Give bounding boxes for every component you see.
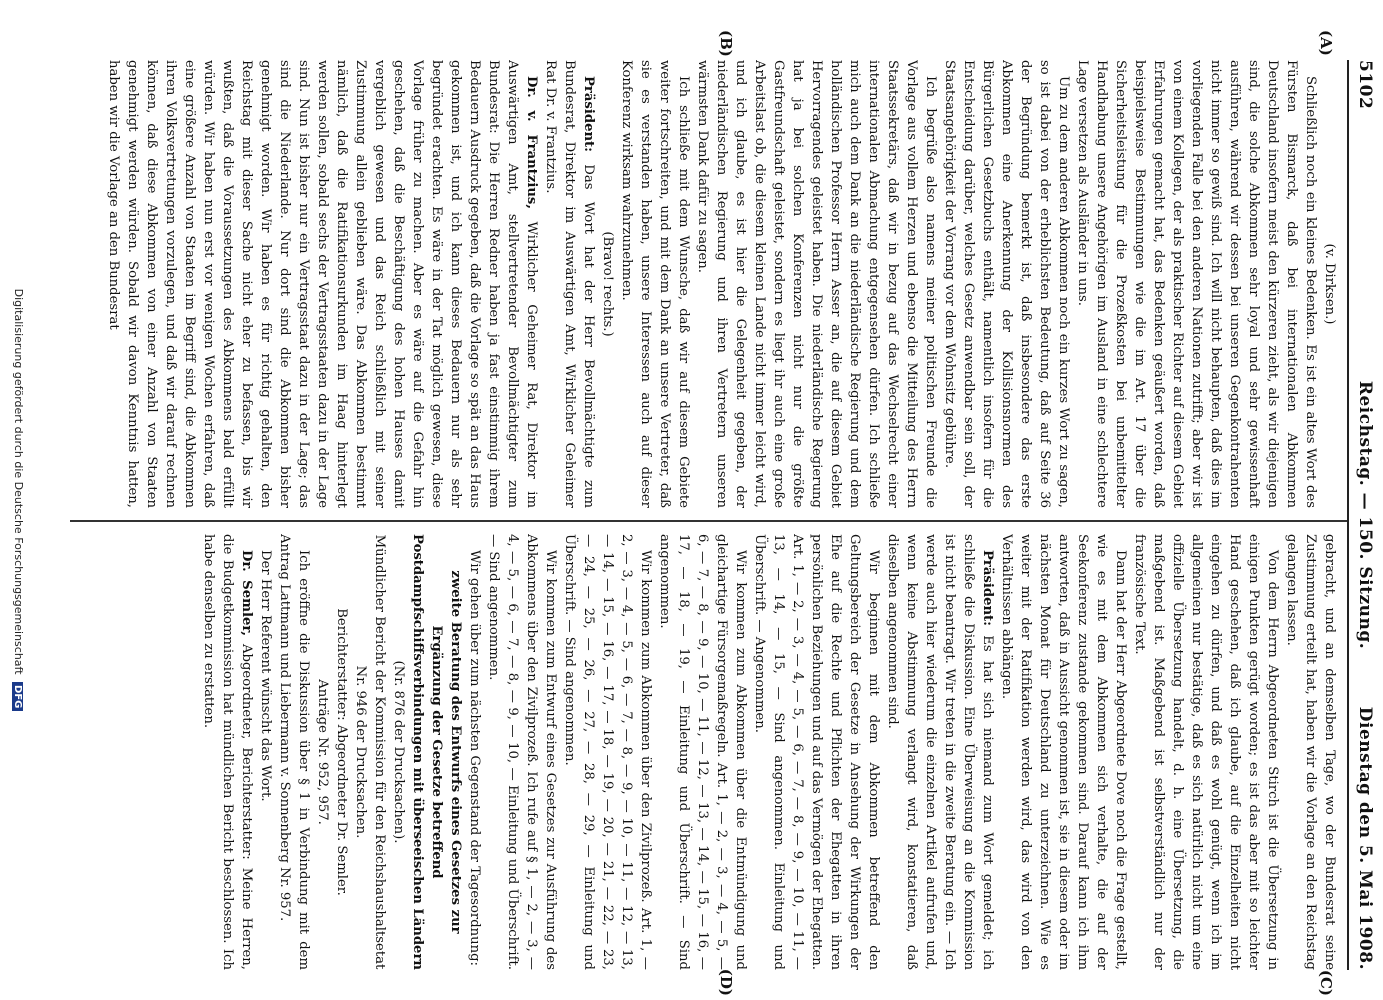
paragraph-text: Es hat sich niemand zum Wort gemeldet; ich schließe die Diskussion. Eine Überweisung an die Kommission ist nicht beantragt. Wir treten in die zweite Beratung ein. — Ich werde auch hier wiederum die einzelnen Artikel aufrufen und, wenn keine Abstimmung verlangt wird, konstatieren, daß dieselben angenommen sind. [885,534,995,970]
paragraph [465,534,484,970]
paragraph [541,60,598,508]
paragraph [256,534,275,970]
paragraph [560,534,655,970]
paragraph-text: Ich eröffne die Diskussion über § 1 in Verbindung mit dem Antrag Lattmann und Liebermann v. Sonnenberg Nr. 957. [277,534,311,970]
right-column [70,534,1339,970]
paragraph-text: Ich schließe mit dem Wunsche, daß wir auf diesem Gebiete weiter fortschreiten, und mit dem Dank an unsere Vertreter, daß sie es verstanden haben, unsere Interessen auch auf dieser Konferenz wirksam wahrzunehmen. [619,60,691,508]
paragraph [275,534,313,970]
paragraph [389,534,408,970]
paragraph-text: Wirklicher Geheimer Rat, Direktor im Auswärtigen Amt, stellvertretender Bevollmächtigter zum Bundesrat: Die Herren Redner haben ja fast einstimmig ihrem Bedauern Ausdruck gegeben, daß die Vorlage so spät an das Haus gekommen ist, und ich kann dieses Bedauern nur als sehr begründet erachten. Es wäre in der Tat möglich gewesen, diese Vorlage früher zu machen. Aber es wäre auf die Gefahr hin geschehen, daß die Beschäftigung des hohen Hauses damit vergeblich gewesen und das Reich schließlich mit seiner Zustimmung allein geblieben wäre. Das Abkommen bestimmt nämlich, daß die Ratifikationsurkunden im Haag hinterlegt werden sollen, sobald sechs der Vertragsstaaten dazu in der Lage sind. Nun ist bisher nur ein Vertragsstaat dazu in der Lage; das sind die Niederlande. Nur dort sind die Abkommen bisher genehmigt worden. Wir haben es für richtig gehalten, den Reichstag mit dieser Sache nicht eher zu befassen, bis wir wußten, daß die Voraussetzungen des Abkommens bald erfüllt würden. Wir haben nun erst vor wenigen Wochen erfahren, daß eine größere Anzahl von Staaten im Begriff sind, die Abkommen ihren Volksvertretungen vorzulegen, und daß wir darauf rechnen können, daß diese Abkommen von einer Anzahl von Staaten genehmigt werden würden. Sobald wir davon Kenntnis hatten, haben wir die Vorlage an den Bundesrat [106,60,539,508]
paragraph-text: Wir gehen über zum nächsten Gegenstand der Tagesordnung: [467,550,482,967]
paragraph-text: (Bravo! rechts.) [600,231,615,337]
margin-marker-a: (A) [1317,30,1335,56]
margin-marker-c: (C) [1317,969,1335,996]
paragraph [940,60,1073,508]
paragraph [655,534,750,970]
paragraph-text: Um zu dem anderen Abkommen noch ein kurzes Wort zu sagen, so ist dabei von der erheblichsten Bedeutung, daß auf Seite 36 der Begründung bemerkt ist, daß insbesondere das erste Abkommen eine Anerkennung der Kollisionsnormen des Bürgerlichen Gesetzbuchs enthält, namentlich insofern für die Entscheidung darüber, welches Gesetz anwendbar sein soll, der Staatsangehörigkeit der Vorrang vor dem Wohnsitz gebühre. [942,60,1071,508]
speaker-name: Präsident: [581,76,596,153]
paragraph-text: Von dem Herrn Abgeordneten Stirch ist die Übersetzung in einigen Punkten gerügt worden; es ist das aber mit so leichter Hand geschehen, daß ich glaube, auf die Einzelheiten nicht eingehen zu dürfen, und daß es wohl genügt, wenn ich im allgemeinen nur bestätige, daß es sich natürlich nicht um eine offizielle Übersetzung handelt, d. h. eine Übersetzung, die maßgebend ist. Maßgebend ist selbstverständlich nur der französische Text. [1132,534,1280,970]
speaker-name: Präsident: [980,550,995,627]
header-title: Reichstag. — 150. Sitzung. [1355,380,1375,650]
paragraph [199,534,256,970]
paragraph [1130,534,1282,970]
paragraph [484,534,560,970]
speaker-name: Dr. v. Frantzius, [524,76,539,209]
paragraph-text: Berichterstatter: Abgeordneter Dr. Semler. [334,608,349,896]
paragraph [883,534,997,970]
page-header [1349,60,1375,970]
paragraph-text: Schließlich noch ein kleines Bedenken. Es ist ein altes Wort des Fürsten Bismarck, daß bei internationalen Abkommen Deutschland insofern meist den kürzeren zieht, als wir diejenigen sind, die solche Abkommen sehr loyal und sehr gewissenhaft ausführen, während wir dessen bei unseren Gegenkontrahenten nicht immer so gewiß sind. Ich will nicht behaupten, daß dies im vorliegenden Falle bei den anderen Nationen zutrifft; aber wir ist von einem Kollegen, der als praktischer Richter auf diesem Gebiet Erfahrungen gemacht hat, das Bedenken geäußert worden, daß beispielsweise Bestimmungen wie die im Art. 17 über die Sicherheitsleistung für die Prozeßkosten bei unbemittelter Handhabung unsere Angehörigen im Ausland in eine schlechtere Lage versetzen als Ausländer in uns. [1075,60,1318,508]
margin-marker-d: (D) [717,968,735,996]
paragraph [1282,534,1339,970]
header-date: Dienstag den 5. Mai 1908. [1355,706,1375,970]
paragraph-text: Wir beginnen mit dem Abkommen betreffend den Geltungsbereich der Gesetze in Ansehung der Wirkungen der Ehe auf die Rechte und Pflichten der Ehegatten in ihren persönlichen Beziehungen und auf das Vermögen der Ehegatten. Art. 1, — 2, — 3, — 4, — 5, — 6, — 7, — 8, — 9, — 10, — 11, — 13, — 14, — 15, — Sind angenommen. Einleitung und Überschrift. — Angenommen. [752,534,881,970]
paragraph [750,534,883,970]
paragraph-text: gebracht, und an demselben Tage, wo der Bundesrat seine Zustimmung erteilt hat, haben wir die Vorlage an den Reichstag gelangen lassen. [1284,534,1337,970]
page-footer [12,0,25,1000]
left-column [70,60,1339,508]
paragraph-text: Wir kommen zum Entwurf eines Gesetzes zur Ausführung des Abkommens über den Zivilprozeß. Ich rufe auf § 1, — 2, — 3, — 4, — 5, — 6, — 7, — 8, — 9, — 10, — Einleitung und Überschrift. — Sind angenommen. [486,534,558,970]
paragraph-text: Mündlicher Bericht der Kommission für den Reichshaushaltsetat Nr. 946 der Drucksachen. [353,534,387,970]
paragraph [104,60,541,508]
paragraph-text: Wir kommen zum Abkommen über den Zivilprozeß. Art. 1, — 2, — 3, — 4, — 5, — 6, — 7, — 8, — 9, — 10, — 11, — 12, — 13, — 14, — 15, — 16, — 17, — 18, — 19, — 20, — 21, — 22, — 23, — 24, — 25, — 26, — 27, — 28, — 29, — Einleitung und Überschrift. — Sind angenommen. [562,534,653,970]
paragraph-text: Anträge Nr. 952, 957. [315,679,330,825]
paragraph [408,534,465,970]
paragraph [598,60,617,508]
paragraph [313,534,332,970]
paragraph [997,534,1130,970]
paragraph [1073,60,1320,508]
paragraph [351,534,389,970]
paragraph-text: Ich begrüße also namens meiner politischen Freunde die Vorlage aus vollem Herzen und ebenso die Mitteilung des Herrn Staatssekretärs, daß wir in bezug auf das Wechselrecht einer internationalen Abmachung entgegensehen dürfen. Ich schließe mich auch dem Dank an die niederländische Regierung und dem holländischen Professor Herrn Asser an, die auf diesem Gebiet Hervorragendes geleistet haben. Die niederländische Regierung hat ja bei solchen Konferenzen nicht nur die größte Gastfreundschaft geleistet, sondern es liegt ihr auch eine große Arbeitslast ob, die diesem kleinen Lande nicht immer leicht wird, und ich glaube, es ist hier die Gelegenheit gegeben, der niederländischen Regierung und ihren Vertretern unseren wärmsten Dank dafür zu sagen. [695,60,938,508]
paragraph-text: Wir kommen zum Abkommen über die Entmündigung und gleichartige Fürsorgemaßregeln. Art. 1, — 2, — 3, — 4, — 5, — 6, — 7, — 8, — 9, — 10, — 11, — 12, — 13, — 14, — 15, — 16, — 17, — 18, — 19, — Einleitung und Überschrift. — Sind angenommen. [657,534,748,970]
header-rule [1347,60,1349,970]
page-number: 5102 [1355,60,1375,110]
paragraph [617,60,693,508]
footer-text: Digitalisierung gefördert durch die Deutsche Forschungsgemeinschaft [12,288,25,675]
dfg-logo: DFG [12,682,23,711]
paragraph-text: (Nr. 876 der Drucksachen). [391,660,406,844]
paragraph-text: Der Herr Referent wünscht das Wort. [258,550,273,802]
paragraph [693,60,940,508]
paragraph-text: (v. Dirksen.) [1322,243,1337,325]
paragraph [332,534,351,970]
speaker-name: Dr. Semler, [239,550,254,637]
paragraph-text: Abgeordneter, Berichterstatter: Meine Herren, die Budgetkommission hat mündlichen Bericht beschlossen. Ich habe denselben zu erstatten. [201,534,254,970]
margin-marker-b: (B) [717,30,735,57]
paragraph-text: zweite Beratung des Entwurfs eines Gesetzes zur Ergänzung der Gesetze betreffend Postdampfschiffsverbindungen mit überseeischen Ländern [410,534,463,970]
paragraph [1320,60,1339,508]
paragraph-text: Das Wort hat der Herr Bevollmächtigte zum Bundesrat, Direktor im Auswärtigen Amt, Wirklicher Geheimer Rat Dr. v. Frantzius. [543,60,596,508]
paragraph-text: Dann hat der Herr Abgeordnete Dove noch die Frage gestellt, wie es mit dem Abkommen sich verhalte, die auf der Seekonferenz zustande gekommen sind. Darauf kann ich ihm antworten, daß in Aussicht genommen ist, sie in diesem oder im nächsten Monat für Deutschland zu unterzeichnen. Wie es weiter mit der Ratifikation werden wird, das wird von den Verhältnissen abhängen. [999,534,1128,970]
column-divider [70,520,1347,522]
